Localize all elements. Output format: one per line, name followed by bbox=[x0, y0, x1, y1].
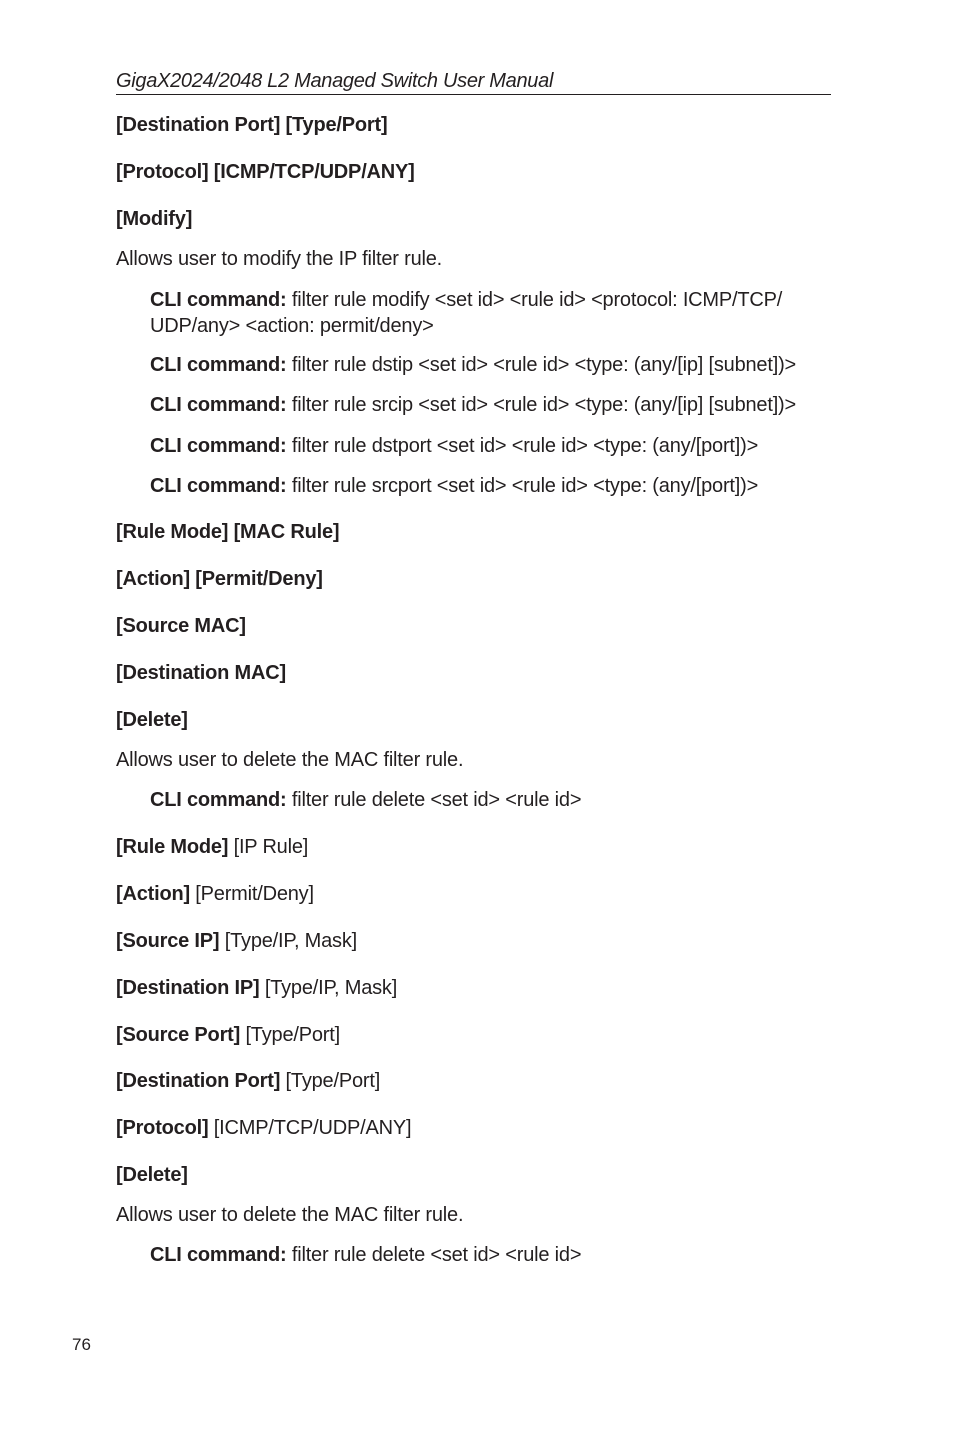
cli-command-srcip: CLI command: filter rule srcip <set id> <rule id> <type: (any/[ip] [subnet])> bbox=[150, 394, 796, 416]
param-destination-port-ip: [Destination Port] [Type/Port] bbox=[116, 1070, 381, 1092]
section-delete-mac: [Delete] bbox=[116, 709, 188, 731]
param-protocol-ip: [Protocol] [ICMP/TCP/UDP/ANY] bbox=[116, 1117, 412, 1139]
page-number: 76 bbox=[72, 1335, 91, 1354]
param-rule-mode-ip: [Rule Mode] [IP Rule] bbox=[116, 836, 309, 858]
param-destination-port: [Destination Port] [Type/Port] bbox=[116, 114, 388, 136]
cli-command-srcport: CLI command: filter rule srcport <set id> <rule id> <type: (any/[port])> bbox=[150, 475, 759, 497]
param-source-ip: [Source IP] [Type/IP, Mask] bbox=[116, 930, 357, 952]
delete-ip-description: Allows user to delete the MAC filter rule. bbox=[116, 1204, 464, 1226]
cli-command-modify: CLI command: filter rule modify <set id> <rule id> <protocol: ICMP/TCP/ UDP/any> <action: permit/deny> bbox=[150, 289, 783, 337]
modify-description: Allows user to modify the IP filter rule. bbox=[116, 248, 443, 270]
section-modify: [Modify] bbox=[116, 208, 193, 230]
param-rule-mode-mac: [Rule Mode] [MAC Rule] bbox=[116, 521, 340, 543]
cli-command-dstport: CLI command: filter rule dstport <set id> <rule id> <type: (any/[port])> bbox=[150, 435, 759, 457]
cli-command-delete-mac: CLI command: filter rule delete <set id> <rule id> bbox=[150, 789, 582, 811]
param-action-ip: [Action] [Permit/Deny] bbox=[116, 883, 314, 905]
param-protocol: [Protocol] [ICMP/TCP/UDP/ANY] bbox=[116, 161, 415, 183]
param-source-mac: [Source MAC] bbox=[116, 615, 246, 637]
manual-title: GigaX2024/2048 L2 Managed Switch User Manual bbox=[116, 70, 554, 92]
cli-command-delete-ip: CLI command: filter rule delete <set id> <rule id> bbox=[150, 1244, 582, 1266]
param-destination-mac: [Destination MAC] bbox=[116, 662, 286, 684]
param-source-port: [Source Port] [Type/Port] bbox=[116, 1024, 340, 1046]
param-action-mac: [Action] [Permit/Deny] bbox=[116, 568, 323, 590]
section-delete-ip: [Delete] bbox=[116, 1164, 188, 1186]
running-header bbox=[116, 70, 831, 95]
delete-mac-description: Allows user to delete the MAC filter rule. bbox=[116, 749, 464, 771]
param-destination-ip: [Destination IP] [Type/IP, Mask] bbox=[116, 977, 398, 999]
cli-command-dstip: CLI command: filter rule dstip <set id> <rule id> <type: (any/[ip] [subnet])> bbox=[150, 354, 797, 376]
